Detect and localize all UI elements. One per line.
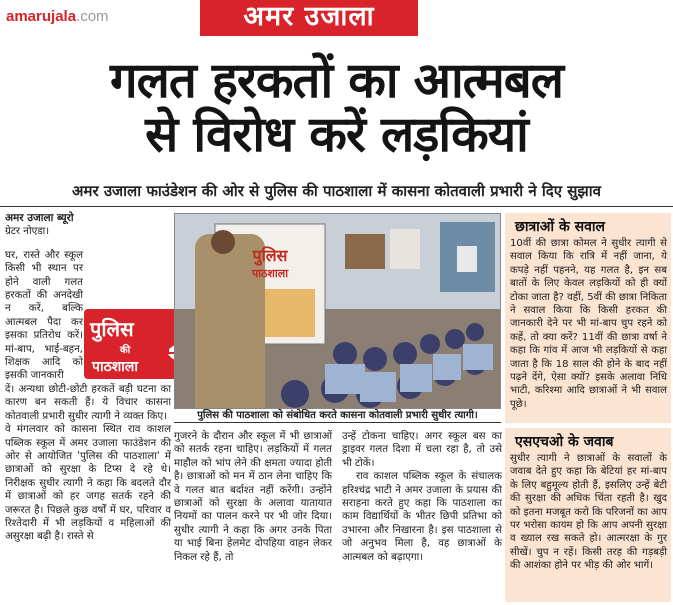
students-questions-title: छात्राओं के सवाल [515, 219, 605, 235]
top-bar [0, 0, 673, 38]
site-domain: .com [76, 8, 109, 25]
sho-answers-text: सुधीर त्यागी ने छात्राओं के सवालों के जवाब देते हुए कहा कि बेटियां हर मां-बाप के लिए बहुमूल्य होती हैं, इसलिए उन्हें बेटी की सुरक्षा की अधिक चिंता रहती है। खुद को इतना मजबूत करो कि परिजनों का आप पर भरोसा कायम हो कि आप अपनी सुरक्षा व ख्याल रख सकते हो। आत्मरक्षा के गुर सीखें। चुप न रहें। किसी तरह की गड़बड़ी की आशंका होने पर भीड़ की ओर भागें। [510, 453, 667, 572]
photo-caption: पुलिस की पाठशाला को संबोधित करते कासना कोतवाली प्रभारी सुधीर त्यागी। [174, 408, 501, 423]
sho-answers-title: एसएचओ के जवाब [515, 434, 614, 450]
column-3 [342, 430, 502, 564]
column-3-para-2: राव काशल पब्लिक स्कूल के संचालक हरिश्चंद्र भाटी ने अमर उजाला के प्रयास की सराहना करते हुए कहा कि पाठशाला का काम विद्यार्थियों के भीतर छिपी प्रतिभा को उभारना और निखारना है। इस पाठशाला से जो अनुभव मिला है, वह छात्राओं के आत्मबल को बढ़ाएगा। [342, 471, 502, 563]
body-narrow: घर, रास्ते और स्कूल किसी भी स्थान पर होने वाली गलत हरकतों की अनदेखी न करें, बल्कि आत्मबल पैदा कर इसका प्रतिरोध करें। मां-बाप, भाई-बहन, शिक्षक आदि को इसकी जानकारी [5, 249, 83, 382]
byline: अमर उजाला ब्यूरो [5, 212, 74, 224]
board-subtitle: पाठशाला [251, 267, 289, 280]
badge-line-2: की [120, 345, 131, 356]
body-wide: दें। अन्यथा छोटी-छोटी हरकतें बड़ी घटना का कारण बन सकती हैं। ये विचार कासना कोतवाली प्रभारी सुधीर त्यागी ने व्यक्त किए। [5, 383, 171, 422]
headline [0, 54, 673, 162]
subhead-divider [0, 206, 673, 207]
column-3-para-1: उन्हें टोकना चाहिए। अगर स्कूल बस का ड्राइवर गलत दिशा में चला रहा है, तो उसे भी टोकें। [342, 431, 502, 469]
subheadline: अमर उजाला फाउंडेशन की ओर से पुलिस की पाठशाला में कासना कोतवाली प्रभारी ने दिए सुझाव [72, 182, 601, 200]
site-name: amarujala [6, 8, 77, 25]
headline-line-1: गलत हरकतों का आत्मबल [110, 52, 563, 109]
body-para-2: वे मंगलवार को कासना स्थित राव काशल पब्लिक स्कूल में अमर उजाला फाउंडेशन की ओर से आयोजित 'पुलिस की पाठशाला' में छात्राओं को सुरक्षा के टिप्स दे रहे थे। निरीक्षक सुधीर त्यागी ने कहा कि बदलते दौर में छात्राओं को हर जगह सतर्क रहने की जरूरत है। पिछले कुछ वर्षों में घर, परिवार व रिश्तेदारी में भी लड़कियों व महिलाओं की असुरक्षा बढ़ी है। रास्ते से [5, 424, 171, 543]
column-2-text: गुजरने के दौरान और स्कूल में भी छात्राओं को सतर्क रहना चाहिए। लड़कियों में गलत माहौल को भांप लेने की क्षमता ज्यादा होती है। छात्राओं को मन में ठान लेना चाहिए कि वे गलत बात बर्दाश्त नहीं करेंगी। उन्होंने छात्राओं को सुरक्षा के अलावा यातायात नियमों का पालन करने पर भी जोर दिया। सुधीर त्यागी ने कहा कि अगर उनके पिता या भाई बिना हेलमेट दोपहिया वाहन लेकर निकल रहे हैं, तो [174, 431, 332, 563]
site-logo[interactable] [6, 8, 109, 25]
newspaper-masthead: अमर उजाला [200, 0, 418, 36]
badge-line-1: पुलिस [90, 317, 134, 341]
students-questions-box [505, 213, 671, 423]
students-questions-text: 10वीं की छात्रा कोमल ने सुधीर त्यागी से सवाल किया कि रात्रि में नहीं जाना, ये कपड़े नहीं पहनने, यह गलत है, इन सब बातों के लिए केवल लड़कियों को ही क्यों टोका जाता है? वहीं, 5वीं की छात्रा निकिता ने सवाल किया कि किसी हरकत की जानकारी देने पर भी मां-बाप चुप रहने को कहें, तो क्या करें? 11वीं की छात्रा वर्षा ने कहा कि गांव में आज भी लड़कियों से कहा जाता है कि 18 साल की होने के बाद नहीं पढ़ने देंगे, ऐसा क्यों? इसके अलावा निधि भाटी, करिश्मा आदि छात्राओं ने भी सवाल पूछे। [510, 238, 667, 410]
board-title: पुलिस [252, 246, 288, 265]
column-2 [174, 430, 332, 564]
sho-answers-box [505, 428, 671, 602]
badge-line-3: पाठशाला [92, 359, 138, 375]
headline-line-2: से विरोध करें लड़कियां [145, 106, 528, 163]
dateline: ग्रेटर नोएडा। [5, 226, 50, 238]
classroom-photo [174, 213, 501, 409]
